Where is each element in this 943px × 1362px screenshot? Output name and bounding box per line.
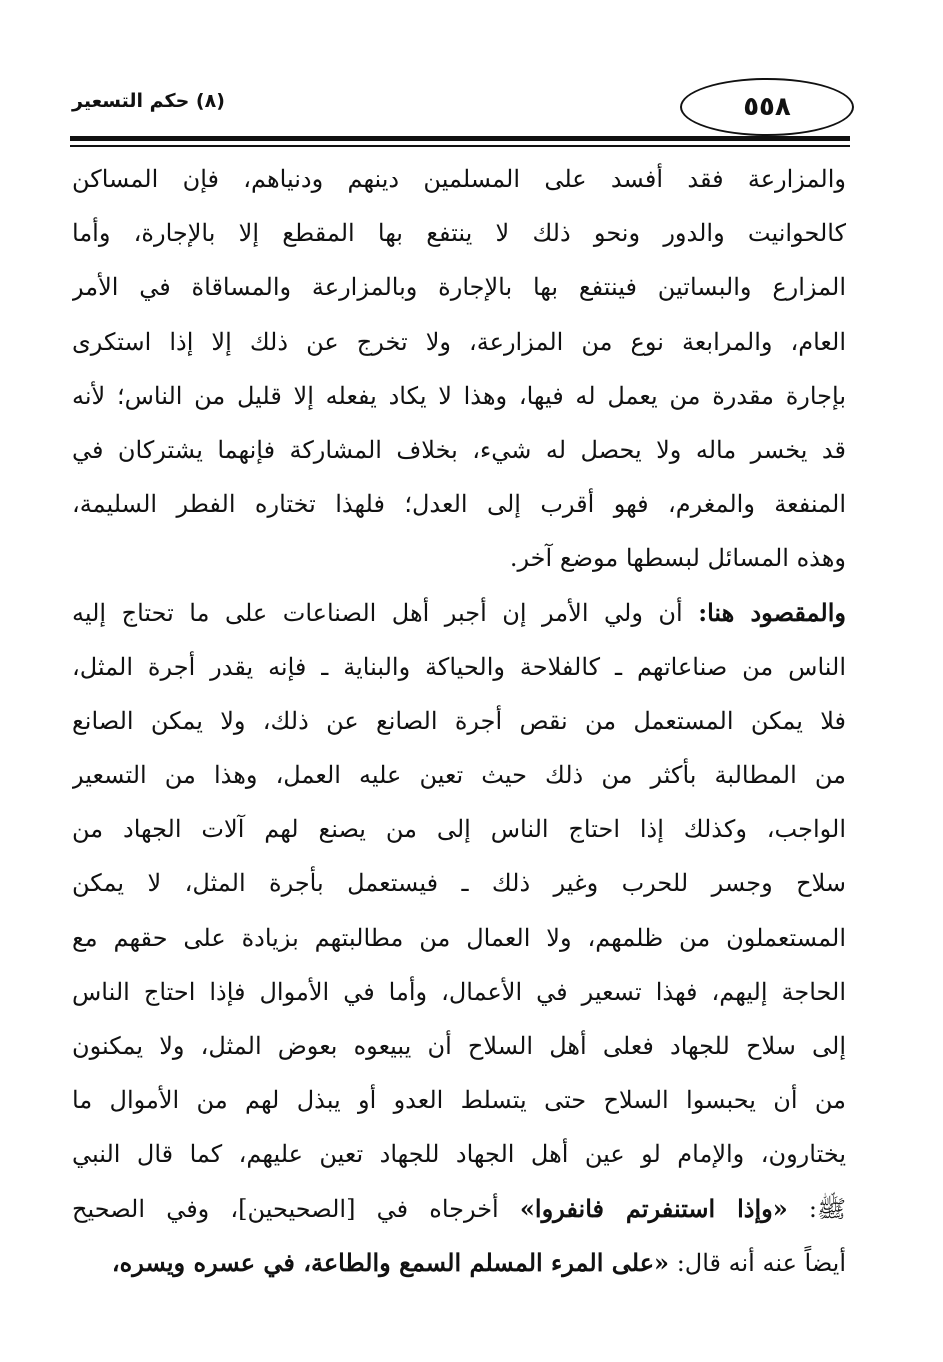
- text-line: [72, 1182, 846, 1236]
- header-rule-thick: [70, 136, 850, 141]
- text-line: المنفعة والمغرم، فهو أقرب إلى العدل؛ فلهذا تختاره الفطر السليمة،: [72, 490, 846, 519]
- text-line: من المطالبة بأكثر من ذلك حيث تعين عليه العمل، وهذا من التسعير: [72, 761, 846, 790]
- page-number: ٥٥٨: [680, 78, 854, 136]
- running-title: (٨) حكم التسعير: [72, 90, 225, 112]
- text-line: يختارون، والإمام لو عين أهل الجهاد للجهاد تعين عليهم، كما قال النبي: [72, 1140, 846, 1169]
- header-rule-thin: [70, 145, 850, 147]
- text-line: المستعملون من ظلمهم، ولا العمال من مطالبتهم بزيادة على حقهم مع: [72, 923, 846, 952]
- text-line: الناس من صناعاتهم ـ كالفلاحة والحياكة والبناية ـ فإنه يقدر أجرة المثل،: [72, 652, 846, 681]
- text-line: الواجب، وكذلك إذا احتاج الناس إلى من يصنع لهم آلات الجهاد من: [72, 815, 846, 844]
- text-line: [72, 586, 846, 640]
- prophet-salutation: ﷺ:: [808, 1194, 846, 1223]
- text-line: المزارع والبساتين فينتفع بها بالإجارة وبالمزارعة والمساقاة في الأمر: [72, 273, 846, 302]
- text-line-rest: أيضاً عنه أنه قال:: [676, 1248, 846, 1277]
- body-text: [72, 152, 846, 1290]
- text-line: كالحوانيت والدور ونحو ذلك لا ينتفع بها المقطع إلا بالإجارة، وأما: [72, 219, 846, 248]
- text-line: من أن يحبسوا السلاح حتى يتسلط العدو أو يبذل لهم من الأموال ما: [72, 1086, 846, 1115]
- text-line: الحاجة إليهم، فهذا تسعير في الأعمال، وأما في الأموال فإذا احتاج الناس: [72, 977, 846, 1006]
- hadith-quote: «على المرء المسلم السمع والطاعة، في عسره ويسره،: [111, 1247, 670, 1277]
- text-line: العام، والمرابعة نوع من المزارعة، ولا تخرج عن ذلك إلا إذا استكرى: [72, 327, 846, 356]
- text-line: قد يخسر ماله ولا يحصل له شيء، بخلاف المشاركة فإنهما يشتركان في: [72, 435, 846, 464]
- bold-lead: والمقصود هنا:: [698, 597, 846, 627]
- text-line: وهذه المسائل لبسطها موضع آخر.: [509, 544, 846, 573]
- text-line: والمزارعة فقد أفسد على المسلمين دينهم ودنياهم، فإن المساكن: [72, 165, 846, 193]
- text-line: [72, 1236, 846, 1290]
- text-line-rest: أخرجاه في [الصحيحين]، وفي الصحيح: [72, 1194, 499, 1223]
- text-line: سلاح وجسر للحرب وغير ذلك ـ فيستعمل بأجرة المثل، لا يمكن: [72, 869, 846, 898]
- text-line: فلا يمكن المستعمل من نقص أجرة الصانع عن ذلك، ولا يمكن الصانع: [72, 706, 846, 735]
- text-line: بإجارة مقدرة من يعمل له فيها، وهذا لا يكاد يفعله إلا قليل من الناس؛ لأنه: [72, 381, 846, 410]
- text-line-rest: أن ولي الأمر إن أجبر أهل الصناعات على ما تحتاج إليه: [72, 598, 683, 627]
- hadith-quote: «وإذا استنفرتم فانفروا»: [519, 1193, 788, 1223]
- page-header: [70, 72, 850, 152]
- text-line: إلى سلاح للجهاد فعلى أهل السلاح أن يبيعوه بعوض المثل، ولا يمكنون: [72, 1032, 846, 1060]
